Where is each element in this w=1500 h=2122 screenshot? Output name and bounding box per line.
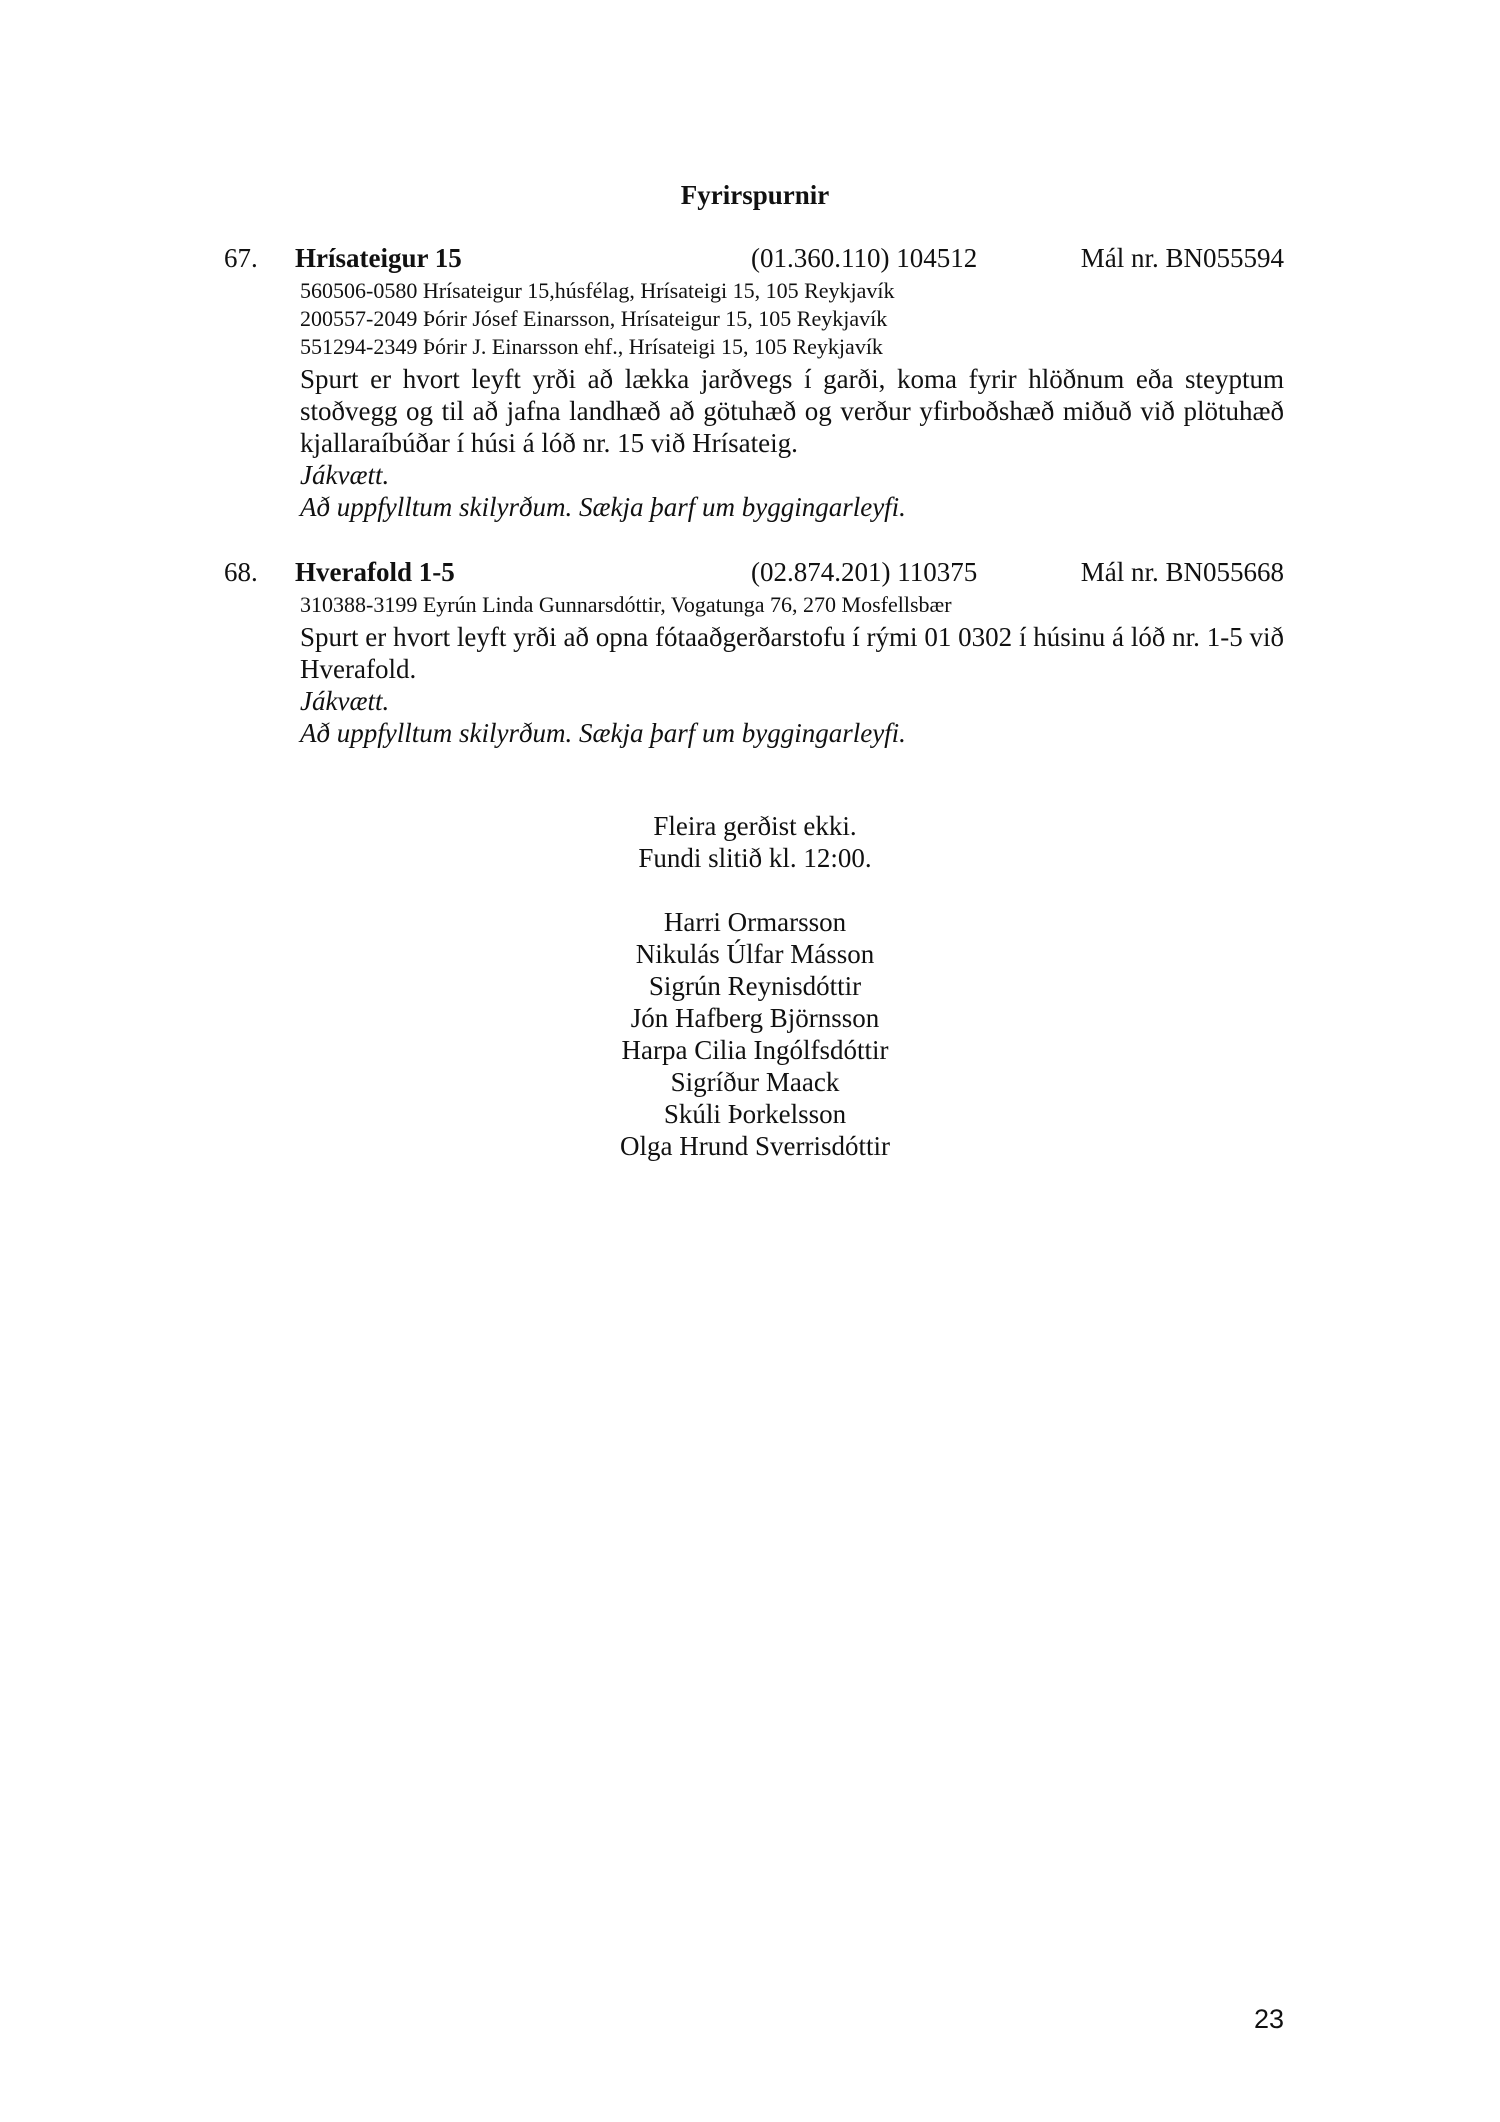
member-name: Harpa Cilia Ingólfsdóttir (621, 1035, 889, 1065)
case-entry-68 (224, 557, 1284, 749)
section-title: Fyrirspurnir (680, 180, 830, 210)
case-number: 67. (224, 243, 258, 273)
member-list (0, 906, 1500, 1162)
member-name: Skúli Þorkelsson (663, 1099, 847, 1129)
meeting-closing (0, 810, 1500, 874)
applicant-line: 200557-2049 Þórir Jósef Einarsson, Hrísateigur 15, 105 Reykjavík (300, 306, 888, 331)
case-question: Spurt er hvort leyft yrði að opna fótaaðgerðarstofu í rými 01 0302 í húsinu á lóð nr. 1-5 við Hverafold. (300, 622, 1284, 684)
case-address: Hrísateigur 15 (295, 243, 462, 273)
case-verdict: Jákvætt. (300, 460, 390, 490)
closing-line: Fundi slitið kl. 12:00. (638, 843, 872, 873)
member-name: Sigrún Reynisdóttir (648, 971, 862, 1001)
case-header (224, 243, 1284, 277)
case-reference: (01.360.110) 104512 (751, 243, 978, 273)
closing-line: Fleira gerðist ekki. (653, 811, 857, 841)
case-reference: (02.874.201) 110375 (751, 557, 978, 587)
case-file-number: Mál nr. BN055594 (1080, 243, 1284, 273)
case-number: 68. (224, 557, 258, 587)
case-body (300, 277, 1284, 523)
case-address: Hverafold 1-5 (295, 557, 455, 587)
member-name: Sigríður Maack (670, 1067, 840, 1097)
applicant-line: 551294-2349 Þórir J. Einarsson ehf., Hrísateigi 15, 105 Reykjavík (300, 334, 883, 359)
page-number: 23 (1253, 2004, 1284, 2034)
case-body (300, 591, 1284, 749)
applicant-line: 310388-3199 Eyrún Linda Gunnarsdóttir, Vogatunga 76, 270 Mosfellsbær (300, 592, 952, 617)
case-question: Spurt er hvort leyft yrði að lækka jarðvegs í garði, koma fyrir hlöðnum eða steyptum stoðvegg og til að jafna landhæð að götuhæð og verður yfirboðshæð miðuð við plötuhæð kjallaraíbúðar í húsi á lóð nr. 15 við Hrísateig. (300, 364, 1284, 458)
member-name: Nikulás Úlfar Másson (635, 939, 875, 969)
member-name: Harri Ormarsson (663, 907, 847, 937)
member-name: Jón Hafberg Björnsson (630, 1003, 880, 1033)
case-condition: Að uppfylltum skilyrðum. Sækja þarf um byggingarleyfi. (300, 718, 906, 748)
applicant-line: 560506-0580 Hrísateigur 15,húsfélag, Hrísateigi 15, 105 Reykjavík (300, 278, 895, 303)
case-verdict: Jákvætt. (300, 686, 390, 716)
member-name: Olga Hrund Sverrisdóttir (620, 1131, 890, 1161)
case-condition: Að uppfylltum skilyrðum. Sækja þarf um byggingarleyfi. (300, 492, 906, 522)
case-entry-67 (224, 243, 1284, 523)
case-file-number: Mál nr. BN055668 (1080, 557, 1284, 587)
case-header (224, 557, 1284, 591)
